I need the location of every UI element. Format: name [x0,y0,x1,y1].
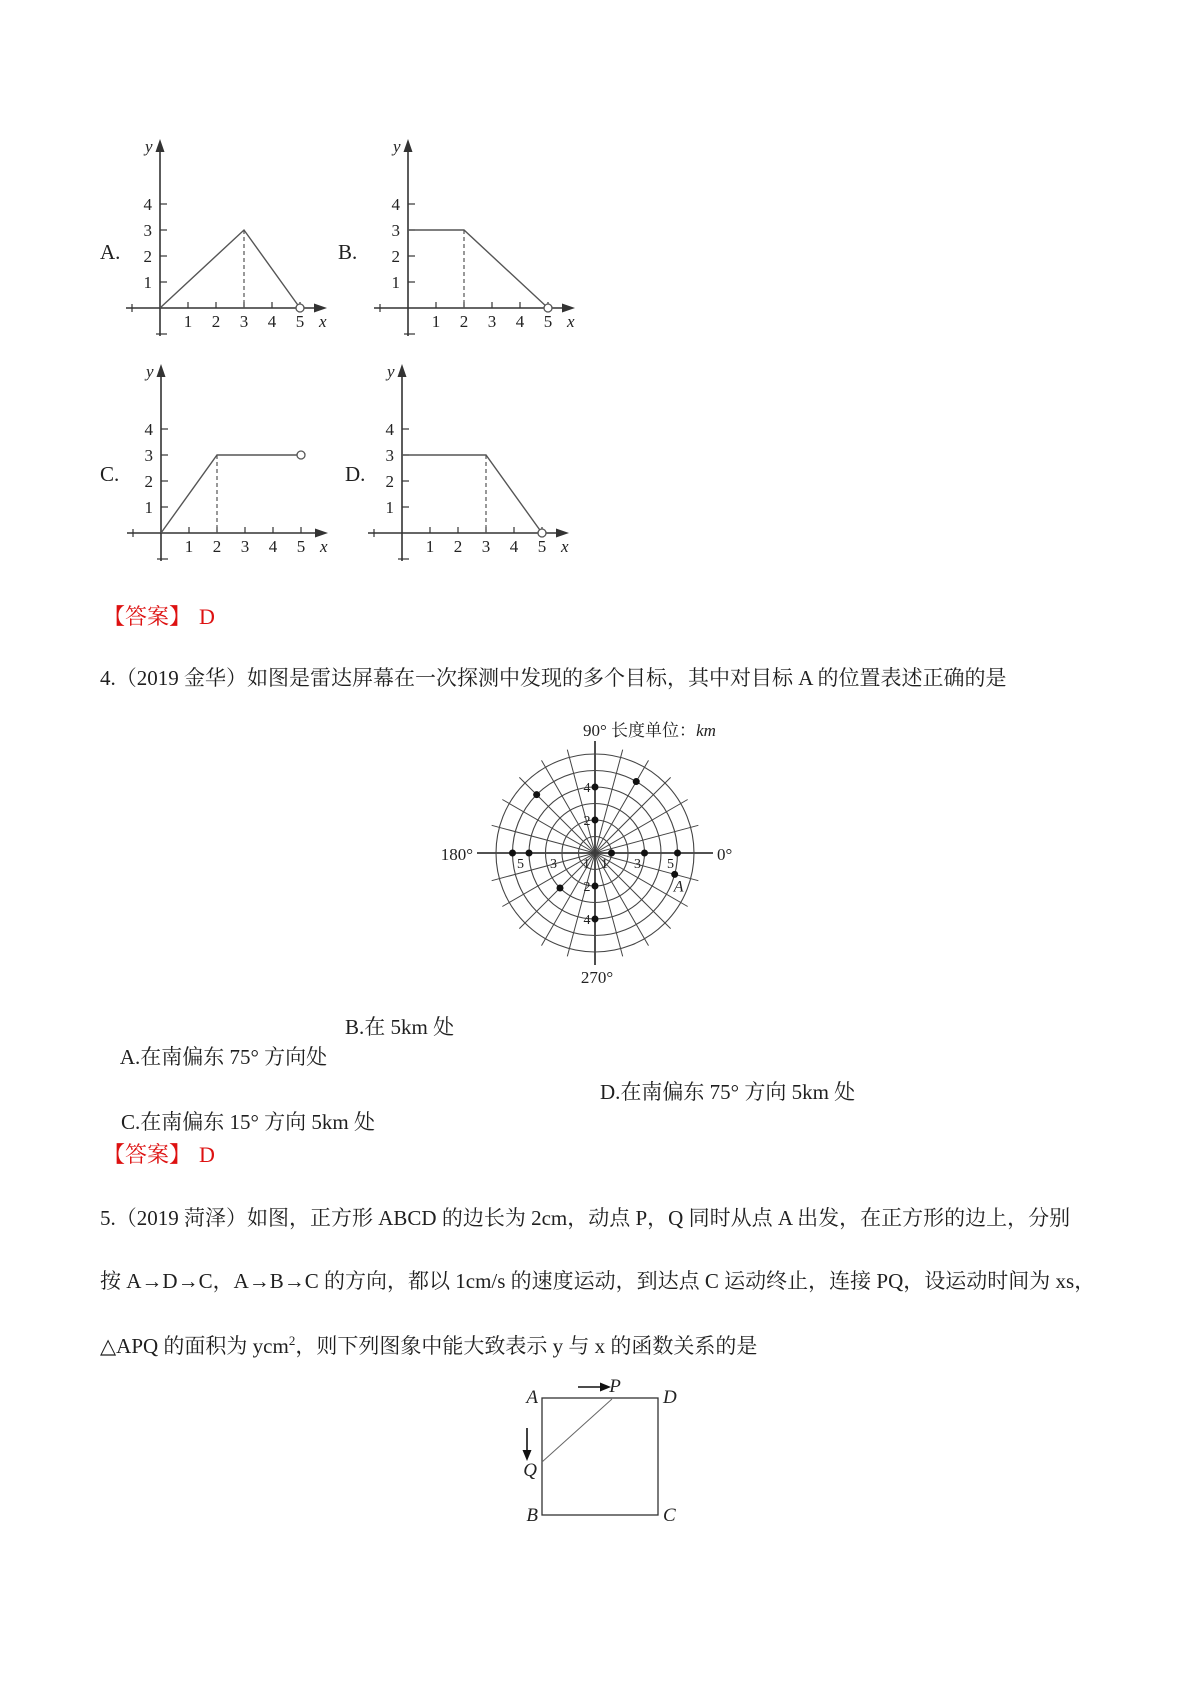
q4-option-b: B.在 5km 处 [345,1015,455,1039]
svg-text:A: A [526,1387,538,1408]
svg-text:x: x [567,312,575,331]
svg-text:5: 5 [543,312,553,331]
q3-answer-line [103,600,215,631]
svg-text:y: y [393,137,401,156]
svg-text:1: 1 [385,498,394,517]
q4-option-d: D.在南偏东 75° 方向 5km 处 [600,1080,856,1104]
svg-text:4: 4 [268,537,278,556]
svg-text:3: 3 [385,446,394,465]
svg-text:1: 1 [583,857,590,872]
svg-text:3: 3 [481,537,491,556]
svg-text:180°: 180° [440,845,473,864]
radar-diagram [435,703,755,993]
svg-text:270°: 270° [580,968,614,987]
svg-text:3: 3 [240,537,250,556]
svg-text:3: 3 [391,221,400,240]
option-d-label: D. [345,462,366,486]
q5-stem-line-1: 5.（2019 菏泽）如图，正方形 ABCD 的边长为 2cm，动点 P，Q 同时从点 A 出发，在正方形的边上，分别 [100,1206,1071,1230]
option-c-label: C. [100,462,120,486]
svg-text:5: 5 [537,537,547,556]
svg-text:5: 5 [667,857,674,872]
svg-text:1: 1 [391,273,400,292]
svg-text:x: x [320,537,328,556]
svg-text:4: 4 [267,312,277,331]
svg-text:4: 4 [143,195,152,214]
svg-text:5: 5 [295,312,305,331]
svg-text:B: B [526,1505,538,1526]
svg-text:Q: Q [523,1460,537,1481]
q5-stem-line-2: 按 A→D→C，A→B→C 的方向，都以 1cm/s 的速度运动，到达点 C 运动终止，连接 PQ，设运动时间为 xs， [100,1269,1096,1293]
svg-text:1: 1 [144,498,153,517]
svg-text:C: C [663,1505,676,1526]
svg-text:D: D [663,1387,677,1408]
svg-text:1: 1 [143,273,152,292]
svg-text:P: P [609,1376,621,1397]
q5-stem-line-3: △APQ 的面积为 ycm$^2$，则下列图象中能大致表示 y 与 x 的函数关系的是 [100,1333,758,1358]
svg-text:3: 3 [487,312,497,331]
svg-text:4: 4 [391,195,400,214]
svg-text:2: 2 [583,814,591,829]
svg-text:3: 3 [143,221,152,240]
svg-text:4: 4 [385,420,394,439]
svg-text:4: 4 [515,312,525,331]
q4-answer-letter: D [199,1142,215,1167]
option-d-graph [360,361,575,566]
option-c-graph [119,361,334,566]
square-abcd-diagram [480,1372,700,1532]
option-a-graph [118,136,333,341]
q4-options-row-2 [100,1077,856,1197]
q3-answer-letter: D [199,604,215,629]
svg-text:1: 1 [184,537,194,556]
q3-answer-label: 【答案】 [103,604,192,629]
svg-text:2: 2 [211,312,221,331]
svg-text:1: 1 [431,312,441,331]
svg-text:2: 2 [143,247,152,266]
svg-text:2: 2 [385,472,394,491]
svg-text:3: 3 [144,446,153,465]
svg-text:1: 1 [425,537,435,556]
svg-text:0°: 0° [717,845,733,864]
q4-stem: 4.（2019 金华）如图是雷达屏幕在一次探测中发现的多个目标，其中对目标 A 的位置表述正确的是 [100,666,1007,690]
q4-answer-line [103,1138,215,1169]
svg-text:2: 2 [459,312,469,331]
svg-text:2: 2 [583,880,591,895]
svg-text:y: y [387,362,395,381]
squared-superscript: 2 [288,1333,296,1348]
svg-text:3: 3 [550,857,557,872]
svg-text:5: 5 [296,537,306,556]
svg-text:3: 3 [239,312,249,331]
svg-text:A: A [673,878,684,896]
svg-text:90° 长度单位：km: 90° 长度单位：km [583,721,716,740]
svg-text:y: y [146,362,154,381]
option-b-label: B. [338,240,358,264]
svg-text:4: 4 [583,913,591,928]
svg-text:2: 2 [144,472,153,491]
svg-text:2: 2 [453,537,463,556]
option-a-label: A. [100,240,121,264]
q4-answer-label: 【答案】 [103,1142,192,1167]
svg-text:4: 4 [144,420,153,439]
svg-text:4: 4 [583,781,591,796]
q4-option-c: C.在南偏东 15° 方向 5km 处 [121,1110,375,1134]
svg-text:4: 4 [509,537,519,556]
svg-text:x: x [561,537,569,556]
svg-text:1: 1 [601,857,608,872]
svg-text:1: 1 [183,312,193,331]
q4-option-a: A.在南偏东 75° 方向处 [119,1045,328,1069]
svg-text:5: 5 [517,857,524,872]
svg-text:y: y [145,137,153,156]
option-b-graph [366,136,581,341]
svg-text:2: 2 [212,537,222,556]
svg-text:3: 3 [634,857,641,872]
svg-text:2: 2 [391,247,400,266]
svg-text:x: x [319,312,327,331]
